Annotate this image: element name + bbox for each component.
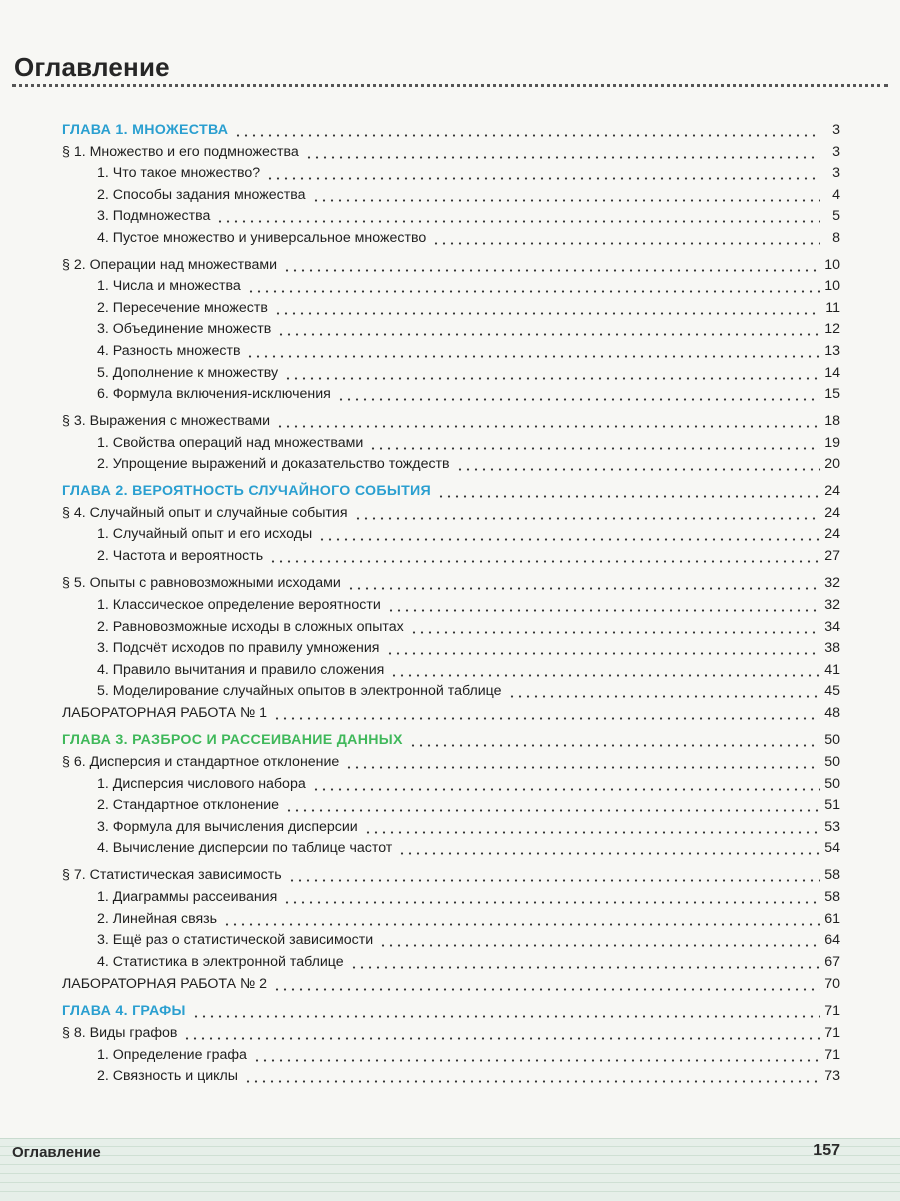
toc-subsection-row[interactable] <box>0 228 900 249</box>
toc-entry <box>97 1066 820 1087</box>
toc-entry-label: ГЛАВА 2. ВЕРОЯТНОСТЬ СЛУЧАЙНОГО СОБЫТИЯ <box>62 481 437 502</box>
toc-entry-page: 64 <box>824 932 840 948</box>
toc-entry-label: 1. Определение графа <box>97 1045 253 1066</box>
page-number: 157 <box>813 1142 840 1159</box>
dot-leader <box>192 1001 820 1022</box>
dot-leader <box>273 703 820 724</box>
footer-rule-line <box>0 1191 900 1192</box>
toc-entry <box>97 817 820 838</box>
dot-leader <box>312 185 820 206</box>
toc-entry <box>97 546 820 567</box>
toc-entry <box>97 276 820 297</box>
toc-entry <box>62 120 820 141</box>
toc-entry <box>97 433 820 454</box>
dot-leader <box>288 865 820 886</box>
toc-entry-label: 1. Свойства операций над множествами <box>97 433 369 454</box>
toc-entry <box>62 730 820 751</box>
toc-entry-page: 67 <box>824 954 840 970</box>
toc-entry <box>97 454 820 475</box>
dot-leader <box>277 319 820 340</box>
toc-entry-label: 4. Правило вычитания и правило сложения <box>97 660 390 681</box>
footer-rule-line <box>0 1182 900 1183</box>
toc-subsection-row[interactable] <box>0 909 900 930</box>
toc-entry <box>97 298 820 319</box>
toc-entry-page: 4 <box>832 187 840 203</box>
toc-subsection-row[interactable] <box>0 524 900 545</box>
dot-leader <box>410 617 820 638</box>
toc-entry-label: 4. Статистика в электронной таблице <box>97 952 350 973</box>
toc-entry-label: 4. Разность множеств <box>97 341 246 362</box>
toc-subsection-row[interactable] <box>0 952 900 973</box>
dot-leader <box>273 974 820 995</box>
toc-entry <box>97 795 820 816</box>
toc-entry-page: 11 <box>825 300 840 316</box>
toc-entry-label: 1. Диаграммы рассеивания <box>97 887 283 908</box>
dot-leader <box>387 595 820 616</box>
toc-entry-page: 5 <box>832 208 840 224</box>
toc-subsection-row[interactable] <box>0 298 900 319</box>
toc-entry-label: § 4. Случайный опыт и случайные события <box>62 503 354 524</box>
dot-leader <box>437 481 820 502</box>
toc-entry-page: 38 <box>824 640 840 656</box>
toc-entry-page: 3 <box>832 144 840 160</box>
dot-leader <box>247 276 820 297</box>
toc-subsection-row[interactable] <box>0 363 900 384</box>
toc-section-row[interactable] <box>0 752 900 773</box>
toc-entry <box>97 660 820 681</box>
toc-subsection-row[interactable] <box>0 546 900 567</box>
toc-entry <box>97 163 820 184</box>
dot-leader <box>386 638 821 659</box>
toc-entry <box>62 1023 820 1044</box>
toc-entry-page: 61 <box>824 911 840 927</box>
toc-entry-page: 70 <box>824 976 840 992</box>
dot-leader <box>379 930 820 951</box>
toc-entry-label: 2. Линейная связь <box>97 909 223 930</box>
dot-leader <box>274 298 820 319</box>
dot-leader <box>312 774 820 795</box>
toc-entry-page: 58 <box>824 889 840 905</box>
toc-section-row[interactable] <box>0 703 900 724</box>
toc-entry-label: 3. Подсчёт исходов по правилу умножения <box>97 638 386 659</box>
toc-entry-label: 4. Вычисление дисперсии по таблице частот <box>97 838 398 859</box>
toc-entry-label: § 7. Статистическая зависимость <box>62 865 288 886</box>
toc-subsection-row[interactable] <box>0 887 900 908</box>
toc-entry-label: 3. Ещё раз о статистической зависимости <box>97 930 379 951</box>
dot-leader <box>276 411 820 432</box>
toc-subsection-row[interactable] <box>0 185 900 206</box>
toc-entry-page: 13 <box>824 343 840 359</box>
toc-section-row[interactable] <box>0 142 900 163</box>
toc-entry-label: 1. Что такое множество? <box>97 163 266 184</box>
dot-leader <box>253 1045 820 1066</box>
toc-subsection-row[interactable] <box>0 774 900 795</box>
toc-entry-page: 10 <box>824 257 840 273</box>
toc-subsection-row[interactable] <box>0 838 900 859</box>
toc-subsection-row[interactable] <box>0 638 900 659</box>
title-dotted-rule <box>12 84 888 87</box>
toc-subsection-row[interactable] <box>0 1045 900 1066</box>
toc-entry <box>97 384 820 405</box>
toc-entry-label: ГЛАВА 1. МНОЖЕСТВА <box>62 120 234 141</box>
toc-entry-label: ЛАБОРАТОРНАЯ РАБОТА № 2 <box>62 974 273 995</box>
toc-subsection-row[interactable] <box>0 454 900 475</box>
dot-leader <box>345 752 820 773</box>
toc-entry <box>97 1045 820 1066</box>
toc-entry-page: 19 <box>824 435 840 451</box>
toc-entry-page: 51 <box>824 797 840 813</box>
dot-leader <box>364 817 820 838</box>
toc-entry-page: 50 <box>824 732 840 748</box>
toc-subsection-row[interactable] <box>0 163 900 184</box>
toc-subsection-row[interactable] <box>0 595 900 616</box>
toc-entry-page: 27 <box>824 548 840 564</box>
toc-entry <box>97 681 820 702</box>
toc-chapter-row[interactable] <box>0 730 900 751</box>
toc-entry <box>62 411 820 432</box>
toc-entry <box>62 255 820 276</box>
toc-subsection-row[interactable] <box>0 681 900 702</box>
toc-entry <box>62 1001 820 1022</box>
toc-entry-label: 2. Связность и циклы <box>97 1066 244 1087</box>
toc-entry-page: 34 <box>824 619 840 635</box>
footer-rule-line <box>0 1164 900 1165</box>
dot-leader <box>283 887 820 908</box>
toc-entry <box>97 524 820 545</box>
toc-entry-page: 50 <box>824 754 840 770</box>
toc-subsection-row[interactable] <box>0 617 900 638</box>
toc-entry-page: 73 <box>824 1068 840 1084</box>
toc-entry-label: § 8. Виды графов <box>62 1023 183 1044</box>
toc-entry-page: 32 <box>824 575 840 591</box>
toc-section-row[interactable] <box>0 573 900 594</box>
toc-entry <box>97 617 820 638</box>
dot-leader <box>183 1023 820 1044</box>
toc-entry-label: 3. Подмножества <box>97 206 216 227</box>
toc-entry <box>62 752 820 773</box>
dot-leader <box>283 255 820 276</box>
dot-leader <box>266 163 820 184</box>
toc-entry <box>97 185 820 206</box>
toc-entry <box>97 363 820 384</box>
dot-leader <box>409 730 820 751</box>
toc-entry-page: 32 <box>824 597 840 613</box>
footer-rule-line <box>0 1173 900 1174</box>
toc-entry-label: § 5. Опыты с равновозможными исходами <box>62 573 347 594</box>
toc-entry <box>97 930 820 951</box>
toc-entry-page: 12 <box>824 321 840 337</box>
footer-label: Оглавление <box>12 1144 101 1161</box>
toc-entry-page: 18 <box>824 413 840 429</box>
toc-entry-label: ГЛАВА 4. ГРАФЫ <box>62 1001 192 1022</box>
toc-chapter-row[interactable] <box>0 120 900 141</box>
toc-entry-label: 2. Частота и вероятность <box>97 546 269 567</box>
toc-entry-page: 24 <box>824 483 840 499</box>
dot-leader <box>284 363 820 384</box>
toc-entry-page: 71 <box>824 1025 840 1041</box>
toc-entry <box>97 638 820 659</box>
page-title: Оглавление <box>14 52 170 82</box>
toc-entry <box>97 206 820 227</box>
dot-leader <box>285 795 820 816</box>
toc-subsection-row[interactable] <box>0 384 900 405</box>
toc-entry-page: 24 <box>824 505 840 521</box>
dot-leader <box>369 433 820 454</box>
toc-entry-page: 41 <box>824 662 840 678</box>
toc-entry-page: 50 <box>824 776 840 792</box>
toc-entry-label: 2. Пересечение множеств <box>97 298 274 319</box>
toc-entry-label: 3. Объединение множеств <box>97 319 277 340</box>
toc-entry-page: 3 <box>832 165 840 181</box>
toc-entry-label: § 2. Операции над множествами <box>62 255 283 276</box>
dot-leader <box>305 142 820 163</box>
toc-subsection-row[interactable] <box>0 660 900 681</box>
toc-subsection-row[interactable] <box>0 817 900 838</box>
toc-entry-page: 14 <box>824 365 840 381</box>
toc-entry-label: 1. Дисперсия числового набора <box>97 774 312 795</box>
dot-leader <box>508 681 820 702</box>
toc-entry-page: 45 <box>824 683 840 699</box>
footer-rule-line <box>0 1155 900 1156</box>
toc-entry-label: 1. Числа и множества <box>97 276 247 297</box>
toc-entry-label: § 1. Множество и его подмножества <box>62 142 305 163</box>
toc-entry-page: 20 <box>824 456 840 472</box>
toc-entry <box>62 865 820 886</box>
toc-entry <box>97 595 820 616</box>
toc-entry-label: 2. Способы задания множества <box>97 185 312 206</box>
toc-entry <box>62 573 820 594</box>
dot-leader <box>347 573 820 594</box>
toc-entry-page: 71 <box>824 1047 840 1063</box>
toc-entry <box>62 481 820 502</box>
toc-entry-label: 1. Случайный опыт и его исходы <box>97 524 318 545</box>
toc-entry <box>97 774 820 795</box>
toc-entry-label: 3. Формула для вычисления дисперсии <box>97 817 364 838</box>
toc-entry-page: 3 <box>832 122 840 138</box>
footer-rule-line <box>0 1146 900 1147</box>
dot-leader <box>354 503 820 524</box>
toc-entry-page: 10 <box>824 278 840 294</box>
toc-entry-label: 2. Стандартное отклонение <box>97 795 285 816</box>
dot-leader <box>432 228 820 249</box>
toc-subsection-row[interactable] <box>0 1066 900 1087</box>
toc-section-row[interactable] <box>0 974 900 995</box>
dot-leader <box>318 524 820 545</box>
toc-entry-page: 8 <box>832 230 840 246</box>
toc-section-row[interactable] <box>0 255 900 276</box>
dot-leader <box>234 120 820 141</box>
toc-entry <box>97 909 820 930</box>
dot-leader <box>398 838 820 859</box>
toc-entry <box>97 887 820 908</box>
toc-section-row[interactable] <box>0 1023 900 1044</box>
toc-entry-label: § 3. Выражения с множествами <box>62 411 276 432</box>
dot-leader <box>269 546 820 567</box>
toc-entry-page: 53 <box>824 819 840 835</box>
toc-subsection-row[interactable] <box>0 930 900 951</box>
toc-chapter-row[interactable] <box>0 1001 900 1022</box>
toc-entry <box>62 503 820 524</box>
dot-leader <box>244 1066 820 1087</box>
toc-entry <box>97 838 820 859</box>
toc-entry-page: 24 <box>824 526 840 542</box>
toc-entry-label: 1. Классическое определение вероятности <box>97 595 387 616</box>
toc-subsection-row[interactable] <box>0 341 900 362</box>
toc-subsection-row[interactable] <box>0 433 900 454</box>
toc-entry-label: 5. Моделирование случайных опытов в электронной таблице <box>97 681 508 702</box>
toc-entry-page: 48 <box>824 705 840 721</box>
toc-subsection-row[interactable] <box>0 206 900 227</box>
toc-entry <box>62 703 820 724</box>
toc-entry <box>97 319 820 340</box>
dot-leader <box>390 660 820 681</box>
toc-entry-label: 6. Формула включения-исключения <box>97 384 337 405</box>
dot-leader <box>337 384 820 405</box>
toc-subsection-row[interactable] <box>0 276 900 297</box>
toc-entry-label: ЛАБОРАТОРНАЯ РАБОТА № 1 <box>62 703 273 724</box>
toc-entry-page: 15 <box>824 386 840 402</box>
toc-entry <box>97 341 820 362</box>
toc-entry-label: 4. Пустое множество и универсальное множество <box>97 228 432 249</box>
toc-section-row[interactable] <box>0 865 900 886</box>
toc-entry-page: 71 <box>824 1003 840 1019</box>
toc-subsection-row[interactable] <box>0 795 900 816</box>
toc-section-row[interactable] <box>0 503 900 524</box>
dot-leader <box>223 909 820 930</box>
dot-leader <box>456 454 820 475</box>
toc-entry-label: 2. Упрощение выражений и доказательство тождеств <box>97 454 456 475</box>
toc-chapter-row[interactable] <box>0 481 900 502</box>
dot-leader <box>216 206 820 227</box>
dot-leader <box>246 341 820 362</box>
toc-entry <box>97 228 820 249</box>
toc-section-row[interactable] <box>0 411 900 432</box>
toc-entry-page: 54 <box>824 840 840 856</box>
toc-entry-label: § 6. Дисперсия и стандартное отклонение <box>62 752 345 773</box>
toc-entry-label: 5. Дополнение к множеству <box>97 363 284 384</box>
toc-subsection-row[interactable] <box>0 319 900 340</box>
toc-entry-label: 2. Равновозможные исходы в сложных опытах <box>97 617 410 638</box>
toc-entry <box>97 952 820 973</box>
toc-entry <box>62 974 820 995</box>
toc-entry <box>62 142 820 163</box>
dot-leader <box>350 952 820 973</box>
toc-entry-label: ГЛАВА 3. РАЗБРОС И РАССЕИВАНИЕ ДАННЫХ <box>62 730 409 751</box>
toc-entry-page: 58 <box>824 867 840 883</box>
